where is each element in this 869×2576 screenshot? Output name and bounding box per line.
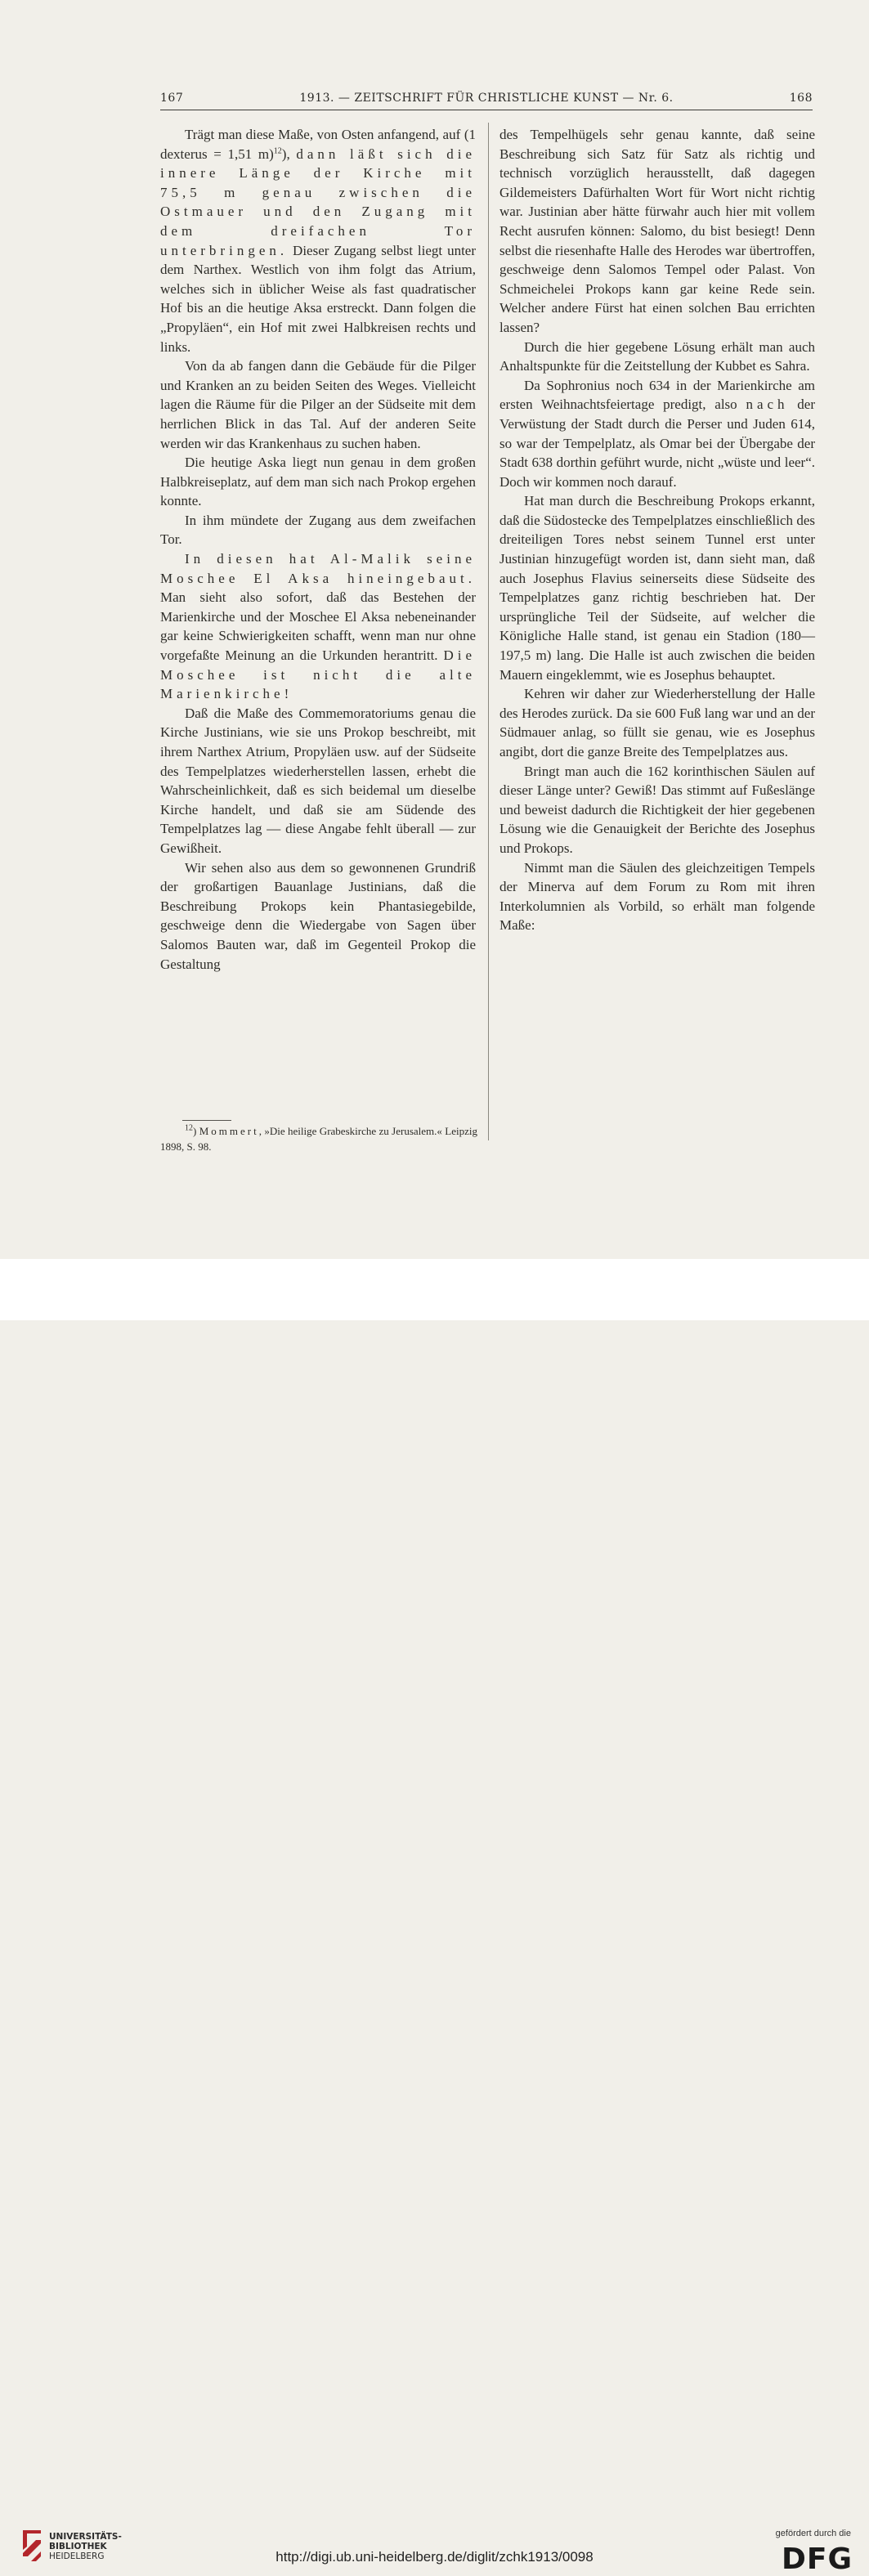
page-number-left: 167 [160, 92, 184, 105]
paragraph: Von da ab fangen dann die Gebäude für die Pilger und Kranken an zu beiden Seiten des Weges. Vielleicht lagen die Räume für die Pilger an der Südseite mit dem herrlichen Blick in das Tal. Auf der anderen Seite werden wir das Krankenhaus zu suchen haben. [160, 358, 476, 451]
paragraph: Bringt man auch die 162 korinthischen Säulen auf dieser Länge unter? Gewiß! Das stimmt auf Fußeslänge und beweist dadurch die Richtigkeit der hier gegebenen Lösung wie die Genauigkeit der Berichte des Josephus und Prokops. [499, 763, 815, 856]
paragraph: Kehren wir daher zur Wiederherstellung der Halle des Herodes zurück. Da sie 600 Fuß lang war und an der Südmauer anlag, so füllt sie genau, wie es Josephus angibt, dort die ganze Breite des Tempelplatzes aus. [499, 686, 815, 759]
left-column [160, 125, 476, 1116]
footnote-rule [182, 1120, 231, 1121]
column-divider [488, 123, 489, 1140]
running-header [160, 92, 813, 110]
library-name: UNIVERSITÄTS- BIBLIOTHEK HEIDELBERG [49, 2532, 122, 2561]
paragraph: Die heutige Aska liegt nun genau in dem großen Halbkreiseplatz, auf dem man sich nach Prokop ergehen konnte. [160, 455, 476, 509]
footnote-ref[interactable]: 12 [273, 146, 282, 155]
journal-title: 1913. — ZEITSCHRIFT FÜR CHRISTLICHE KUNST — Nr. 6. [299, 92, 674, 105]
paragraph: Hat man durch die Beschreibung Prokops erkannt, daß die Südostecke des Tempelplatzes einschließlich des dreiteiligen Tores nebst seinem Tunnel erst unter Justinian hinzugefügt worden ist, dann sieht man, daß auch Josephus Flavius seinerseits diese Südseite des Tempelplatzes ganz richtig beschrieben hat. Der ursprüngliche Teil der Südseite, auf welcher die Königliche Halle stand, ist genau ein Stadion (180—197,5 m) lang. Die Halle ist auch zwischen die beiden Mauern eingeklemmt, wie es Josephus behauptet. [499, 493, 815, 683]
right-column [499, 125, 815, 1116]
paragraph: Durch die hier gegebene Lösung erhält man auch Anhaltspunkte für die Zeitstellung der Kubbet es Sahra. [499, 338, 815, 374]
footer-bar [0, 1259, 869, 2576]
dfg-logo: DFG [781, 2542, 853, 2576]
footnote: $^{12}$) Mommert, »Die heilige Grabeskirche zu Jerusalem.« Leipzig 1898, S. 98. [160, 1123, 477, 1153]
paragraph: Wir sehen also aus dem so gewonnenen Grundriß der großartigen Bauanlage Justinians, daß die Beschreibung Prokops kein Phantasiegebilde, geschweige denn die Wiedergabe von Sagen über Salomos Bauten war, daß im Gegenteil Prokop die Gestaltung [160, 859, 476, 972]
paragraph: des Tempelhügels sehr genau kannte, daß seine Beschreibung sich Satz für Satz als richtig und technisch vorzüglich herausstellt, daß dagegen Gildemeisters Dafürhalten Wort für Wort nicht richtig war. Justinian aber hätte fürwahr auch hier mit vollem Recht ausrufen können: Salomo, du bist besiegt! Denn selbst die riesenhafte Halle des Herodes war übertroffen, geschweige denn Salomos Tempel oder Palast. Von Schmeichelei Prokops kann gar keine Rede sein. Welcher andere Fürst hat einen solchen Bau errichten lassen? [499, 127, 815, 335]
paragraph: Da Sophronius noch 634 in der Marienkirche am ersten Weihnachtsfeiertage predigt, also nach der Verwüstung der Stadt durch die Perser und Juden 614, so war der Tempelplatz, als Omar bei der Übergabe der Stadt 638 dorthin geführt wurde, nicht „wüste und leer“. Doch wir kommen noch darauf. [499, 377, 815, 490]
paragraph: In diesen hat Al-Malik seine Moschee El Aksa hineingebaut. Man sieht also sofort, daß das Bestehen der Marienkirche und der Moschee El Aksa nebeneinander gar keine Schwierigkeiten schafft, wenn man nur ohne vorgefaßte Meinung an die Urkunden herantritt. Die Moschee ist nicht die alte Marienkirche! [160, 551, 476, 702]
paragraph: In ihm mündete der Zugang aus dem zweifachen Tor. [160, 512, 476, 548]
page-number-right: 168 [789, 92, 813, 105]
paragraph: Daß die Maße des Commemoratoriums genau die Kirche Justinians, wie sie uns Prokop beschreibt, mit ihrem Narthex Atrium, Propyläen usw. auf der Südseite des Tempelplatzes wiederherstellen lassen, erhebt die Wahrscheinlichkeit, daß es sich beidemal um dieselbe Kirche handelt, und daß sie am Südende des Tempelplatzes lag — diese Angabe fehlt überall — zur Gewißheit. [160, 705, 476, 856]
permalink-url[interactable]: http://digi.ub.uni-heidelberg.de/diglit/zchk1913/0098 [275, 2549, 594, 2565]
paragraph: Trägt man diese Maße, von Osten anfangend, auf (1 dexterus = 1,51 m)$^{12}$), dann läßt sich die innere Länge der Kirche mit 75,5 m genau zwischen die Ostmauer und den Zugang mit dem dreifachen Tor unterbringen. Dieser Zugang selbst liegt unter dem Narthex. Westlich von ihm folgt das Atrium, welches sich in üblicher Weise als fast quadratischer Hof bis an die heutige Aksa erstreckt. Dann folgen die „Propyläen“, ein Hof mit zwei Halbkreisen rechts und links. [160, 127, 477, 355]
funding-note: gefördert durch die [775, 2529, 851, 2538]
paragraph: Nimmt man die Säulen des gleichzeitigen Tempels der Minerva auf dem Forum zu Rom mit ihren Interkolumnien als Vorbild, so erhält man folgende Maße: [499, 859, 815, 934]
